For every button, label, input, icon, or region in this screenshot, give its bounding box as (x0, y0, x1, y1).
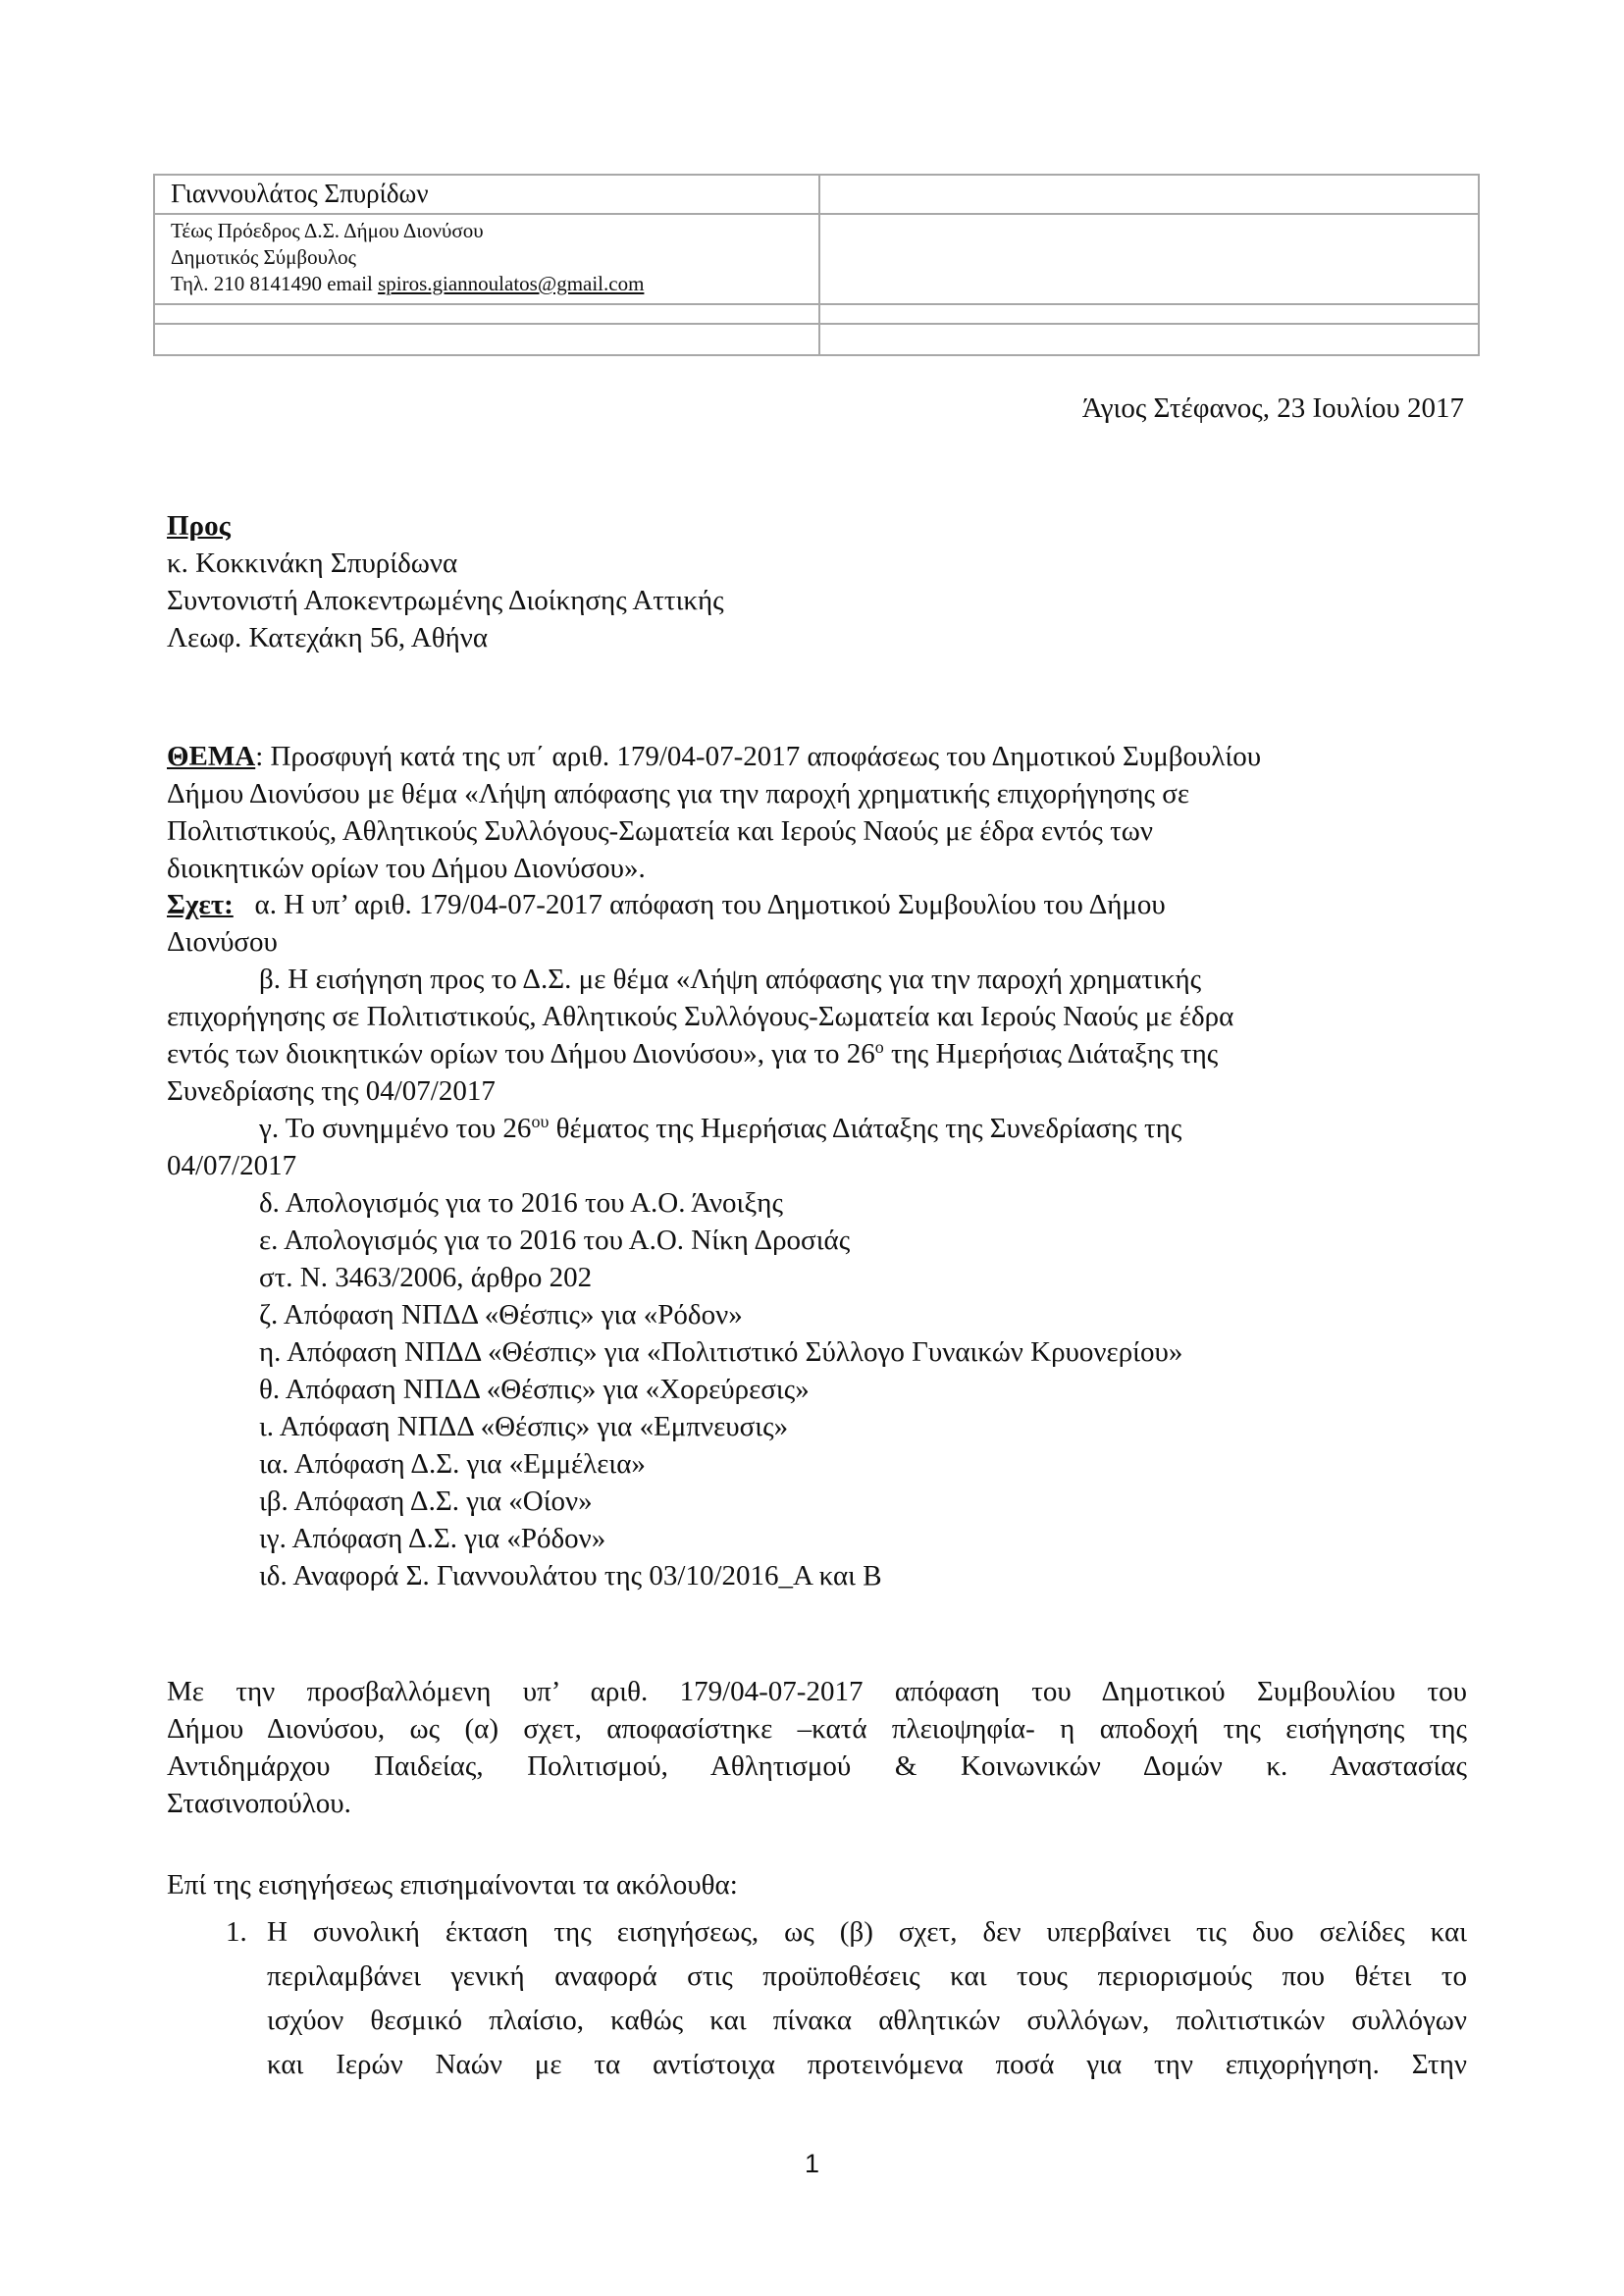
ref-item: β. Η εισήγηση προς το Δ.Σ. με θέμα «Λήψη απόφασης για την παροχή χρηματικής (259, 964, 1202, 995)
list-item-text (267, 1910, 1467, 2087)
table-divider (155, 213, 1478, 215)
paragraph-line: Αντιδημάρχου Παιδείας, Πολιτισμού, Αθλητισμού & Κοινωνικών Δομών κ. Αναστασίας (167, 1750, 1467, 1782)
ref-item: δ. Απολογισμός για το 2016 του Α.Ο. Άνοιξης (259, 1187, 783, 1219)
superscript: ου (531, 1112, 550, 1131)
ref-item: Συνεδρίασης της 04/07/2017 (167, 1075, 496, 1107)
subject-line: διοικητικών ορίων του Δήμου Διονύσου». (167, 853, 646, 884)
subject-block (167, 738, 1472, 887)
ref-item: ιδ. Αναφορά Σ. Γιαννουλάτου της 03/10/2016_Α και Β (259, 1560, 882, 1592)
ref-item: ζ. Απόφαση ΝΠΔΔ «Θέσπις» για «Ρόδον» (259, 1299, 743, 1331)
ref-item: ι. Απόφαση ΝΠΔΔ «Θέσπις» για «Εμπνευσις» (259, 1411, 789, 1442)
ref-item: θ. Απόφαση ΝΠΔΔ «Θέσπις» για «Χορεύρεσις» (259, 1374, 810, 1405)
recipient-label: Προς (167, 510, 231, 542)
ref-item: θέματος της Ημερήσιας Διάταξης της Συνεδρίασης της (549, 1113, 1182, 1144)
recipient-line: Λεωφ. Κατεχάκη 56, Αθήνα (167, 622, 489, 653)
list-item-line: Η συνολική έκταση της εισηγήσεως, ως (β) σχετ, δεν υπερβαίνει τις δυο σελίδες και (267, 1916, 1467, 1948)
author-role: Δημοτικός Σύμβουλος (171, 245, 356, 269)
document-date: Άγιος Στέφανος, 23 Ιουλίου 2017 (1081, 392, 1464, 424)
ref-item: ια. Απόφαση Δ.Σ. για «Εμμέλεια» (259, 1448, 646, 1480)
list-item-line: και Ιερών Ναών με τα αντίστοιχα προτεινόμενα ποσά για την επιχορήγηση. Στην (267, 2049, 1467, 2080)
subject-line: : Προσφυγή κατά της υπ΄ αριθ. 179/04-07-2017 αποφάσεως του Δημοτικού Συμβουλίου (255, 741, 1262, 772)
author-name: Γιαννουλάτος Σπυρίδων (171, 179, 429, 208)
ref-item: γ. Το συνημμένο του 26 (259, 1113, 532, 1144)
ref-item: εντός των διοικητικών ορίων του Δήμου Διονύσου», για το 26 (167, 1038, 875, 1070)
ref-item: ιγ. Απόφαση Δ.Σ. για «Ρόδον» (259, 1523, 606, 1554)
list-item-line: περιλαμβάνει γενική αναφορά στις προϋποθέσεις και τους περιορισμούς που θέτει το (267, 1960, 1467, 1992)
recipient-line: κ. Κοκκινάκη Σπυρίδωνα (167, 548, 458, 579)
paragraph-line: Στασινοπούλου. (167, 1788, 351, 1819)
ref-item: 04/07/2017 (167, 1150, 297, 1181)
ref-item: ε. Απολογισμός για το 2016 του Α.Ο. Νίκη Δροσιάς (259, 1225, 851, 1256)
subject-line: Πολιτιστικούς, Αθλητικούς Συλλόγους-Σωματεία και Ιερούς Ναούς με έδρα εντός των (167, 815, 1154, 847)
superscript: ο (874, 1037, 884, 1057)
ref-item: επιχορήγησης σε Πολιτιστικούς, Αθλητικούς Συλλόγους-Σωματεία και Ιερούς Ναούς με έδρα (167, 1001, 1234, 1032)
author-contact (171, 271, 644, 297)
ref-item: η. Απόφαση ΝΠΔΔ «Θέσπις» για «Πολιτιστικό Σύλλογο Γυναικών Κρυονερίου» (259, 1336, 1183, 1368)
recipient-block (167, 507, 724, 656)
ref-item: ιβ. Απόφαση Δ.Σ. για «Οίον» (259, 1486, 593, 1517)
ref-item: στ. Ν. 3463/2006, άρθρο 202 (259, 1262, 593, 1293)
references-block (167, 886, 1233, 1594)
author-title: Τέως Πρόεδρος Δ.Σ. Δήμου Διονύσου (171, 219, 484, 242)
refs-label: Σχετ: (167, 889, 234, 920)
ref-item: α. Η υπ’ αριθ. 179/04-07-2017 απόφαση του Δημοτικού Συμβουλίου του Δήμου (254, 889, 1166, 920)
list-item-number: 1. (226, 1916, 247, 1948)
author-info (171, 218, 644, 297)
page-number: 1 (804, 2149, 820, 2178)
phone-label: Τηλ. 210 8141490 email (171, 272, 373, 295)
paragraph-line: Με την προσβαλλόμενη υπ’ αριθ. 179/04-07-2017 απόφαση του Δημοτικού Συμβουλίου του (167, 1676, 1467, 1707)
table-divider (155, 303, 1478, 305)
ref-item: Διονύσου (167, 926, 278, 958)
paragraph-line: Δήμου Διονύσου, ως (α) σχετ, αποφασίστηκε –κατά πλειοψηφία- η αποδοχή της εισήγησης της (167, 1713, 1467, 1745)
header-table (153, 174, 1480, 356)
subject-line: Δήμου Διονύσου με θέμα «Λήψη απόφασης για την παροχή χρηματικής επιχορήγησης σε (167, 778, 1190, 809)
table-divider (155, 323, 1478, 325)
recipient-line: Συντονιστή Αποκεντρωμένης Διοίκησης Αττικής (167, 585, 724, 616)
subject-label: ΘΕΜΑ (167, 741, 256, 772)
paragraph (167, 1673, 1467, 1822)
intro-line: Επί της εισηγήσεως επισημαίνονται τα ακόλουθα: (167, 1869, 738, 1901)
ref-item: της Ημερήσιας Διάταξης της (883, 1038, 1219, 1070)
list-item-line: ισχύον θεσμικό πλαίσιο, καθώς και πίνακα αθλητικών συλλόγων, πολιτιστικών συλλόγων (267, 2005, 1467, 2036)
table-divider (818, 176, 820, 354)
email-link[interactable]: spiros.giannoulatos@gmail.com (378, 272, 645, 295)
